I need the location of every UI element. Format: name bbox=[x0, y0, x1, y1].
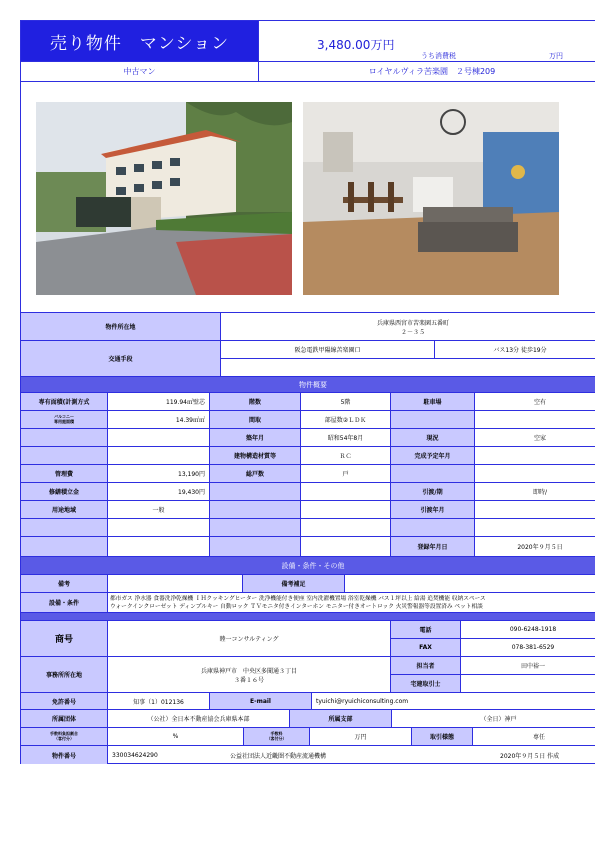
broker-value bbox=[461, 675, 595, 693]
overview-blank-value-4 bbox=[475, 465, 595, 483]
price-value: 3,480.00万円 bbox=[317, 38, 395, 52]
units-value: 戸 bbox=[301, 465, 391, 483]
contact-label: 担当者 bbox=[391, 657, 461, 675]
photo-area bbox=[21, 82, 595, 313]
completion-value bbox=[475, 447, 595, 465]
company-row bbox=[21, 621, 595, 657]
overview-row-3 bbox=[21, 429, 595, 447]
fee2-label bbox=[244, 728, 310, 746]
overview-blank-value-8 bbox=[301, 519, 391, 537]
header-row bbox=[21, 21, 595, 62]
handover2-value bbox=[475, 501, 595, 519]
overview-blank-value-9 bbox=[475, 519, 595, 537]
license-label: 免許番号 bbox=[21, 693, 108, 710]
overview-blank-label-3 bbox=[21, 447, 108, 465]
address-line1: 兵庫県西宮市苦楽園五番町 bbox=[376, 319, 449, 327]
deal-label: 取引様態 bbox=[412, 728, 473, 746]
org-value: （公社）全日本不動産協会兵庫県本部 bbox=[108, 710, 290, 728]
company-label: 商号 bbox=[21, 621, 108, 657]
branch-value: （全日）神戸 bbox=[392, 710, 595, 728]
tel-value: 090-6248-1918 bbox=[461, 621, 595, 639]
built-label: 築年月 bbox=[210, 429, 301, 447]
notes-value bbox=[108, 575, 243, 593]
overview-blank-value-5 bbox=[301, 483, 391, 501]
notes-row bbox=[21, 575, 595, 593]
balcony-label-1: バルコニー bbox=[54, 414, 74, 419]
registered-label: 登録年月日 bbox=[391, 537, 475, 557]
units-label: 総戸数 bbox=[210, 465, 301, 483]
fax-label: FAX bbox=[391, 639, 461, 657]
overview-blank-label-2 bbox=[21, 429, 108, 447]
office-line1: 兵庫県神戸市 中央区多聞通３丁目 bbox=[200, 667, 297, 675]
equip-value bbox=[108, 593, 595, 613]
org-label: 所属団体 bbox=[21, 710, 108, 728]
layout-value: 部屋数②ＬＤＫ bbox=[301, 411, 391, 429]
fee2-label-2: （客付分） bbox=[266, 735, 287, 741]
overview-blank-label-8 bbox=[210, 519, 301, 537]
created-date: 2020年９月５日 作成 bbox=[500, 752, 560, 760]
overview-blank-label-9 bbox=[391, 519, 475, 537]
overview-row-6 bbox=[21, 483, 595, 501]
office-row bbox=[21, 657, 595, 693]
equip-line1: 都市ガス 浄水器 食器洗浄乾燥機 ＩＨクッキングヒーター 洗浄機能付き便座 室内洗濯機置場 浴室乾燥機 バス１坪以上 給湯 追焚機能 収納スペース bbox=[110, 595, 486, 602]
tax-label: うち消費税 bbox=[421, 52, 456, 60]
license-row bbox=[21, 693, 595, 710]
overview-blank-value-10 bbox=[108, 537, 210, 557]
price-box bbox=[259, 21, 595, 62]
fee-label-2: （客付分） bbox=[54, 735, 74, 741]
registered-value: 2020年９月５日 bbox=[475, 537, 595, 557]
fee-row bbox=[21, 728, 595, 746]
area-value: 119.94㎡壁芯 bbox=[108, 393, 210, 411]
floor-value: 5階 bbox=[301, 393, 391, 411]
overview-blank-value-2 bbox=[108, 429, 210, 447]
company-value: 睦一コンサルティング bbox=[108, 621, 391, 657]
fee-label bbox=[21, 728, 108, 746]
overview-blank-label-10 bbox=[21, 537, 108, 557]
facilities-band-label: 設備・条件・その他 bbox=[21, 557, 595, 575]
mgmt-value: 13,190円 bbox=[108, 465, 210, 483]
org-full: 公益社団法人近畿圏不動産流通機構 bbox=[230, 752, 327, 760]
overview-row-5 bbox=[21, 465, 595, 483]
id-value: 330034624290 bbox=[112, 751, 158, 759]
transport-label: 交通手段 bbox=[21, 341, 221, 377]
license-value: 知事（1）012136 bbox=[108, 693, 210, 710]
overview-row-7 bbox=[21, 501, 595, 519]
built-value: 昭和54年8月 bbox=[301, 429, 391, 447]
id-line bbox=[108, 746, 595, 764]
overview-blank-label-5 bbox=[210, 483, 301, 501]
notes-label: 備考 bbox=[21, 575, 108, 593]
status-label: 現況 bbox=[391, 429, 475, 447]
area-label: 専有面積(計測方式 bbox=[21, 393, 108, 411]
overview-row-9 bbox=[21, 537, 595, 557]
fax-value: 078-381-6529 bbox=[461, 639, 595, 657]
broker-label: 宅建取引士 bbox=[391, 675, 461, 693]
address-label: 物件所在地 bbox=[21, 313, 221, 341]
balcony-label-2: 専用庭面積 bbox=[54, 418, 74, 424]
office-line2: ３番１６号 bbox=[233, 676, 264, 684]
contact-value: 田中裕一 bbox=[461, 657, 595, 675]
overview-blank-value-11 bbox=[301, 537, 391, 557]
tel-label: 電話 bbox=[391, 621, 461, 639]
overview-blank-value-7 bbox=[108, 519, 210, 537]
parking-label: 駐車場 bbox=[391, 393, 475, 411]
address-value bbox=[221, 313, 595, 341]
exterior-photo bbox=[36, 102, 292, 295]
fee2-label-1: 手数料 bbox=[270, 731, 283, 736]
overview-row-1 bbox=[21, 393, 595, 411]
overview-blank-label-4 bbox=[391, 465, 475, 483]
completion-label: 完成予定年月 bbox=[391, 447, 475, 465]
structure-label: 建物構造材質等 bbox=[210, 447, 301, 465]
overview-blank-label-7 bbox=[21, 519, 108, 537]
id-label: 物件番号 bbox=[21, 746, 108, 764]
email-label: E-mail bbox=[210, 693, 312, 710]
transport-row bbox=[21, 341, 595, 377]
notes-supp-value bbox=[345, 575, 595, 593]
access-value: バス13分 徒歩19分 bbox=[435, 341, 595, 359]
address-row bbox=[21, 313, 595, 341]
status-value: 空家 bbox=[475, 429, 595, 447]
property-sheet bbox=[20, 20, 595, 764]
org-row bbox=[21, 710, 595, 728]
branch-label: 所属支部 bbox=[290, 710, 392, 728]
notes-supp-label: 備考補足 bbox=[243, 575, 345, 593]
zoning-label: 用途地域 bbox=[21, 501, 108, 519]
parking-value: 空有 bbox=[475, 393, 595, 411]
interior-photo bbox=[303, 102, 559, 295]
floor-label: 階数 bbox=[210, 393, 301, 411]
office-label: 事務所所在地 bbox=[21, 657, 108, 693]
station-value: 阪急電鉄甲陽線苦楽園口 bbox=[221, 341, 435, 359]
structure-value: ＲＣ bbox=[301, 447, 391, 465]
repair-value: 19,430円 bbox=[108, 483, 210, 501]
overview-row-4 bbox=[21, 447, 595, 465]
overview-band-label: 物件概要 bbox=[21, 377, 595, 393]
page-title: 売り物件 マンション bbox=[21, 21, 259, 62]
overview-blank-label-11 bbox=[210, 537, 301, 557]
balcony-label bbox=[21, 411, 108, 429]
name-row bbox=[21, 62, 595, 82]
layout-label: 間取 bbox=[210, 411, 301, 429]
office-value bbox=[108, 657, 391, 693]
handover-label: 引渡/期 bbox=[391, 483, 475, 501]
address-line2: ２－３５ bbox=[400, 328, 425, 336]
overview-band bbox=[21, 377, 595, 393]
fee-label-1: 手数料負担割合 bbox=[50, 731, 78, 736]
facilities-band bbox=[21, 557, 595, 575]
overview-blank-value-6 bbox=[301, 501, 391, 519]
overview-row-2 bbox=[21, 411, 595, 429]
equip-line2: ウォークインクローゼット ディンプルキー 自動ロック ＴＶモニタ付きインターホン モニター付きオートロック 火災警報器等設置済み ペット相談 bbox=[110, 603, 483, 610]
zoning-value: 一般 bbox=[108, 501, 210, 519]
equipment-row bbox=[21, 593, 595, 613]
overview-blank-label-1 bbox=[391, 411, 475, 429]
overview-row-8 bbox=[21, 519, 595, 537]
fee-value: % bbox=[108, 728, 244, 746]
property-name: ロイヤルヴィラ苦楽園 ２号棟209 bbox=[259, 62, 595, 82]
overview-blank-value-1 bbox=[475, 411, 595, 429]
mgmt-label: 管理費 bbox=[21, 465, 108, 483]
fee2-value: 万円 bbox=[310, 728, 412, 746]
handover-value: 即時/ bbox=[475, 483, 595, 501]
repair-label: 修繕積立金 bbox=[21, 483, 108, 501]
spacer-band bbox=[21, 613, 595, 621]
transport-blank bbox=[221, 359, 595, 377]
category: 中古マン bbox=[21, 62, 259, 82]
tax-unit: 万円 bbox=[549, 52, 563, 60]
handover2-label: 引渡年月 bbox=[391, 501, 475, 519]
overview-blank-label-6 bbox=[210, 501, 301, 519]
email-value[interactable]: tyuichi@ryuichiconsulting.com bbox=[312, 693, 595, 710]
overview-blank-value-3 bbox=[108, 447, 210, 465]
equip-label: 設備・条件 bbox=[21, 593, 108, 613]
balcony-value: 14.39㎡㎡ bbox=[108, 411, 210, 429]
id-row bbox=[21, 746, 595, 764]
spacer-band-fill bbox=[21, 613, 595, 621]
deal-value: 専任 bbox=[473, 728, 595, 746]
